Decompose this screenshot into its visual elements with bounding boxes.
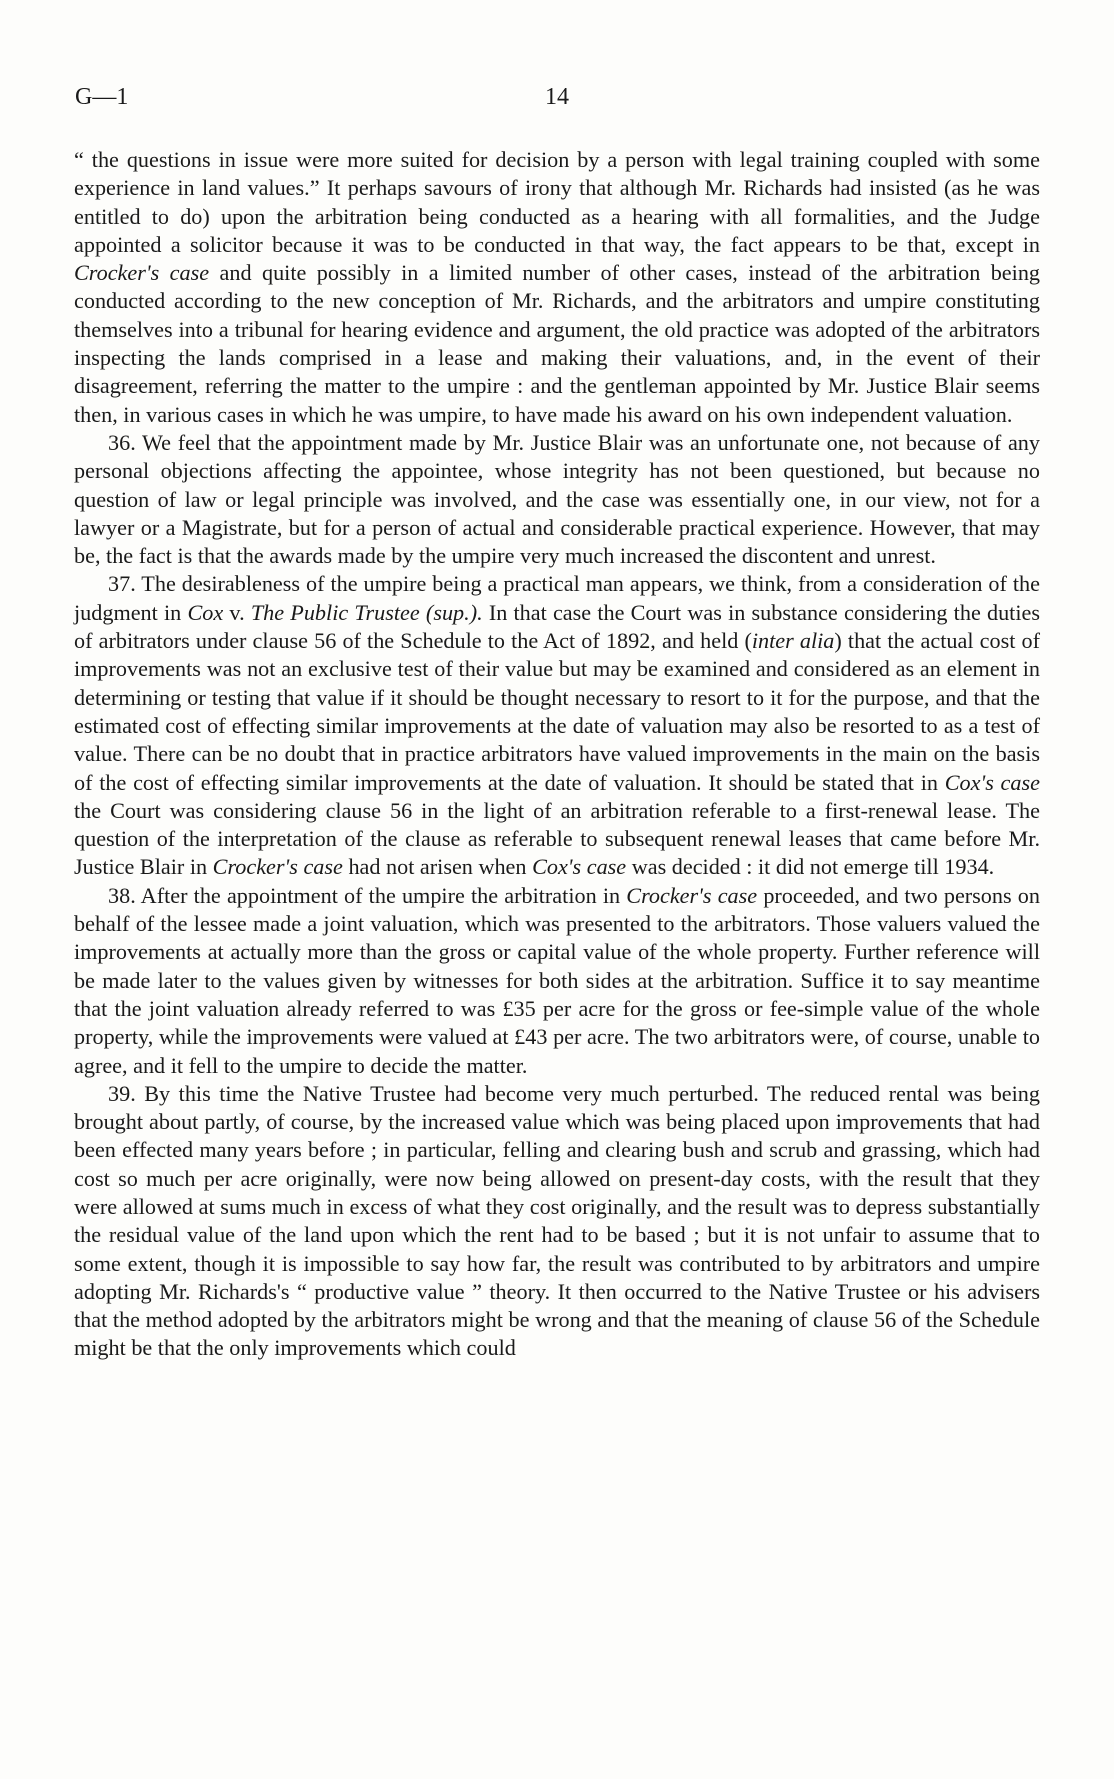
text-run: proceeded, and two persons on behalf of the lessee made a joint valuation, which was presented to the arbitrators. Those valuers valued the improvements at actually more than the gross or capital value of the whole property. Further reference will be made later to the values given by witnesses for both sides at the arbitration. Suffice it to say meantime that the joint valuation already referred to was £35 per acre for the gross or fee-simple value of the whole property, while the improvements were valued at £43 per acre. The two arbitrators were, of course, unable to agree, and it fell to the umpire to decide the matter.: [74, 882, 1040, 1078]
text-run: the Court was considering clause 56 in the light of an arbitration referable to a first-renewal lease. The question of the interpretation of the clause as referable to subsequent renewal leases that came before Mr. Justice Blair in: [74, 797, 1040, 880]
text-run: “ the questions in issue were more suited for decision by a person with legal training coupled with some experience in land values.” It perhaps savours of irony that although Mr. Richards had insisted (as he was entitled to do) upon the arbitration being conducted as a hearing with all formalities, and the Judge appointed a solicitor because it was to be conducted in that way, the fact appears to be that, except in: [74, 147, 1040, 257]
italic-citation: Crocker's case: [74, 260, 210, 286]
italic-citation: Cox's case: [944, 769, 1040, 795]
italic-citation: Cox's case: [532, 854, 627, 880]
text-run: 38. After the appointment of the umpire the arbitration in: [108, 882, 627, 908]
text-run: In that case the Court was in substance considering the duties of arbitrators under clause 56 of the Schedule to the Act of 1892, and held (: [74, 599, 1040, 654]
text-run: and quite possibly in a limited number of other cases, instead of the arbitration being conducted according to the new conception of Mr. Richards, and the arbitrators and umpire constituting themselves into a tribunal for hearing evidence and argument, the old practice was adopted of the arbitrators inspecting the lands comprised in a lease and making their valuations, and, in the event of their disagreement, referring the matter to the umpire : and the gentleman appointed by Mr. Justice Blair seems then, in various cases in which he was umpire, to have made his award on his own independent valuation.: [74, 260, 1041, 427]
italic-citation: Cox: [187, 599, 224, 625]
text-run: ) that the actual cost of improvements was not an exclusive test of their value but may be examined and considered as an element in determining or testing that value if it should be thought necessary to resort to it for the purpose, and that the estimated cost of effecting similar improvements at the date of valuation may also be resorted to as a test of value. There can be no doubt that in practice arbitrators have valued improvements in the main on the basis of the cost of effecting similar improvements at the date of valuation. It should be stated that in: [74, 628, 1041, 795]
body-text: [74, 146, 1040, 1363]
text-run: v.: [223, 599, 251, 625]
page-number: 14: [545, 84, 569, 110]
italic-citation: Crocker's case: [212, 854, 343, 880]
text-run: had not arisen when: [342, 854, 533, 880]
paragraph-37: [74, 570, 1040, 881]
paragraph-38: [74, 882, 1040, 1080]
page-header: [75, 84, 1039, 114]
text-run: was decided : it did not emerge till 1934.: [626, 854, 995, 880]
paragraph-39: [74, 1080, 1040, 1363]
text-run: 39. By this time the Native Trustee had become very much perturbed. The reduced rental was being brought about partly, of course, by the increased value which was being placed upon improvements that had been effected many years before ; in particular, felling and clearing bush and scrub and grassing, which had cost so much per acre originally, were now being allowed on present-day costs, with the result that they were allowed at sums much in excess of what they cost originally, and the result was to depress substantially the residual value of the land upon which the rent had to be based ; but it is not unfair to assume that to some extent, though it is impossible to say how far, the result was contributed to by arbitrators and umpire adopting Mr. Richards's “ productive value ” theory. It then occurred to the Native Trustee or his advisers that the method adopted by the arbitrators might be wrong and that the meaning of clause 56 of the Schedule might be that the only improvements which could: [74, 1080, 1040, 1361]
italic-citation: Crocker's case: [626, 882, 758, 908]
italic-citation: inter alia: [751, 628, 835, 654]
text-run: 36. We feel that the appointment made by Mr. Justice Blair was an unfortunate one, not because of any personal objections affecting the appointee, whose integrity has not been questioned, but because no question of law or legal principle was involved, and the case was essentially one, in our view, not for a lawyer or a Magistrate, but for a person of actual and considerable practical experience. However, that may be, the fact is that the awards made by the umpire very much increased the discontent and unrest.: [74, 429, 1040, 569]
paragraph-continued: [74, 146, 1040, 429]
text-run: 37. The desirableness of the umpire being a practical man appears, we think, from a consideration of the judgment in: [74, 571, 1040, 625]
italic-citation: The Public Trustee (sup.).: [250, 599, 483, 625]
paragraph-36: [74, 429, 1040, 570]
document-reference: G—1: [75, 84, 129, 110]
